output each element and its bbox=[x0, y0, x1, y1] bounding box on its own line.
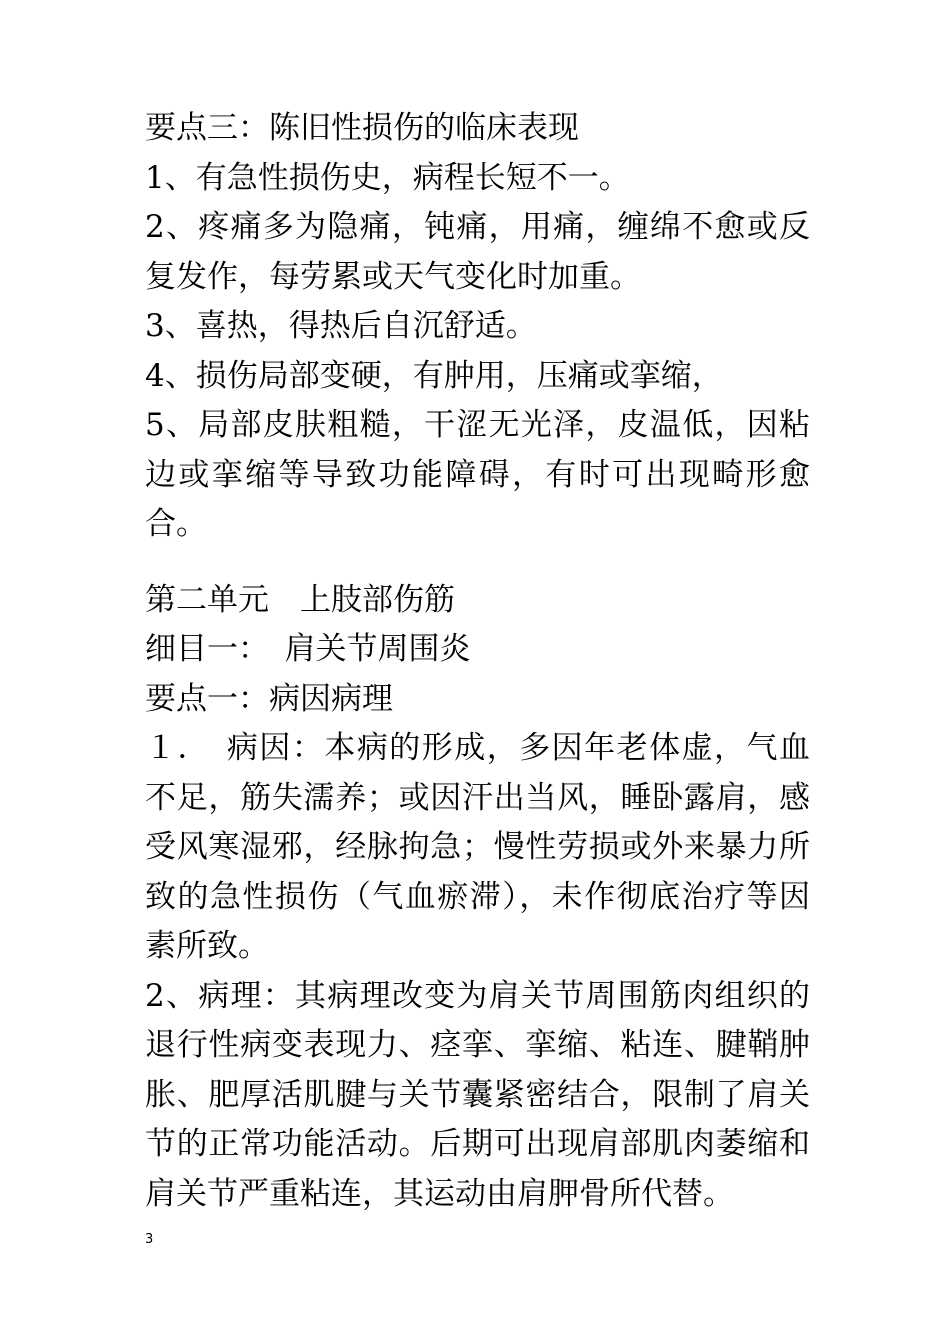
section-heading-etiology: 要点一：病因病理 bbox=[145, 680, 393, 717]
subsection-heading: 细目一： 肩关节周围炎 bbox=[145, 631, 471, 667]
paragraph-pathology: 2、病理：其病理改变为肩关节周围筋肉组织的退行性病变表现力、痉挛、挛缩、粘连、腱鞘肿胀、肥厚活肌腱与关节囊紧密结合，限制了肩关节的正常功能活动。后期可出现肩部肌肉萎缩和肩关节严重粘连，其运动由肩胛骨所代替。 bbox=[145, 977, 810, 1212]
unit-heading: 第二单元 上肢部伤筋 bbox=[145, 581, 455, 618]
paragraph-item-5: 5、局部皮肤粗糙，干涩无光泽，皮温低，因粘边或挛缩等导致功能障碍，有时可出现畸形愈合。 bbox=[145, 407, 810, 542]
section-heading-clinical-signs: 要点三：陈旧性损伤的临床表现 bbox=[145, 110, 579, 146]
paragraph-item-1: 1、有急性损伤史，病程长短不一。 bbox=[145, 159, 630, 196]
paragraph-etiology: １． 病因：本病的形成，多因年老体虚，气血不足，筋失濡养；或因汗出当风，睡卧露肩，感受风寒湿邪，经脉拘急；慢性劳损或外来暴力所致的急性损伤（气血瘀滞），未作彻底治疗等因素所致。 bbox=[145, 730, 810, 964]
document-body bbox=[145, 104, 810, 1219]
paragraph-item-4: 4、损伤局部变硬，有肿用，压痛或挛缩， bbox=[145, 357, 723, 394]
paragraph-item-3: 3、喜热，得热后自沉舒适。 bbox=[145, 308, 537, 344]
page-number: 3 bbox=[145, 1232, 154, 1247]
paragraph-item-2: 2、疼痛多为隐痛，钝痛，用痛，缠绵不愈或反复发作，每劳累或天气变化时加重。 bbox=[145, 209, 810, 295]
